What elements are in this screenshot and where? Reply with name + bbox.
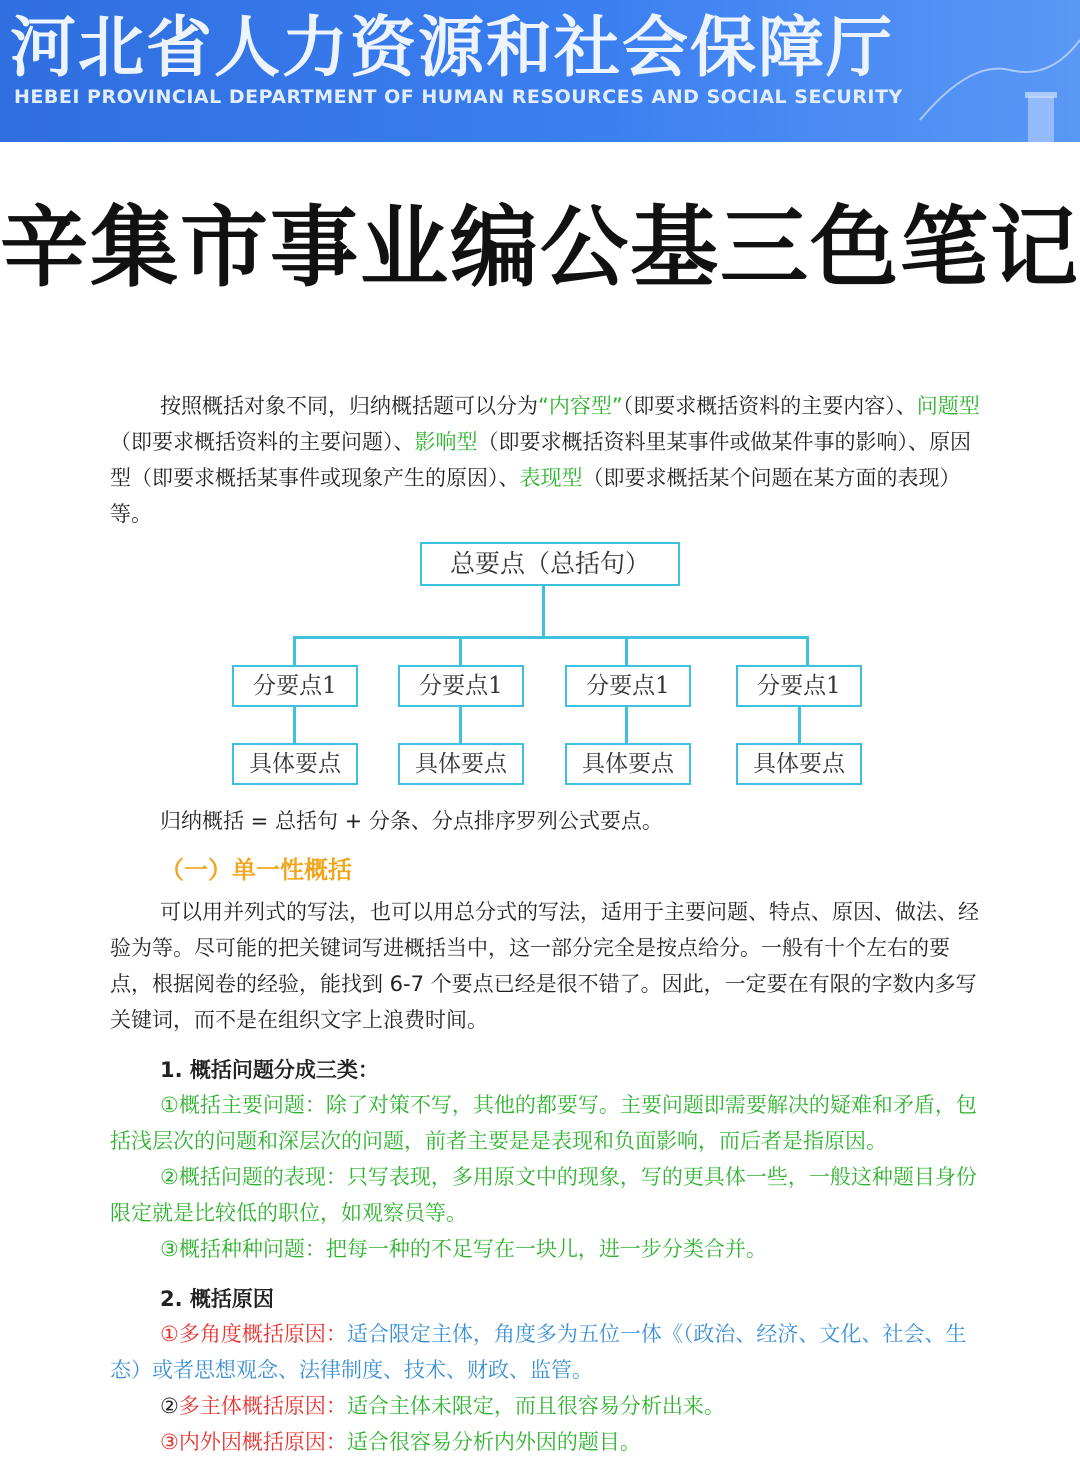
- list-item: [160, 1388, 1036, 1424]
- list-item-label: ①多角度概括原因：: [160, 1322, 347, 1346]
- connector: [293, 707, 296, 743]
- diagram-branch-node: 分要点1: [736, 665, 862, 707]
- list-item: [110, 1316, 986, 1388]
- intro-paragraph: [110, 388, 986, 532]
- diagram-root-node: 总要点（总括句）: [420, 542, 680, 586]
- diagram-detail-node: 具体要点: [736, 743, 862, 785]
- subsection-heading: 1. 概括问题分成三类：: [160, 1058, 379, 1082]
- intro-text-1: 按照概括对象不同，归纳概括题可以分为: [160, 394, 538, 418]
- connector: [459, 707, 462, 743]
- list-item-label: ③内外因概括原因：: [160, 1430, 347, 1454]
- list-item: ①概括主要问题：除了对策不写，其他的都要写。主要问题即需要解决的疑难和矛盾，包括浅层次的问题和深层次的问题，前者主要是是表现和负面影响，而后者是指原因。: [110, 1093, 977, 1153]
- diagram-detail-node: 具体要点: [232, 743, 358, 785]
- great-wall-decoration-icon: [880, 0, 1080, 142]
- connector: [625, 636, 628, 666]
- page-title: 辛集市事业编公基三色笔记: [0, 196, 1080, 299]
- diagram-detail-node: 具体要点: [398, 743, 524, 785]
- intro-text-3: （即要求概括资料的主要问题）、: [110, 430, 415, 454]
- connector: [806, 636, 809, 666]
- list-item-text: 适合主体未限定，而且很容易分析出来。: [346, 1394, 725, 1418]
- term-impact-type: 影响型: [414, 430, 478, 454]
- diagram-branch-node: 分要点1: [232, 665, 358, 707]
- intro-text-4: （即要求概括资料里某事件或做某件事的影响）、原因型（即要求概括某事件或现象产生的原因）、: [110, 430, 971, 490]
- list-item-label: 多主体概括原因：: [178, 1394, 347, 1418]
- term-show-type: 表现型: [519, 466, 583, 490]
- banner-title-cn: 河北省人力资源和社会保障厅: [10, 9, 894, 86]
- intro-text-5: （即要求概括某个问题在某方面的表现）等。: [110, 466, 961, 526]
- section-heading: （一）单一性概括: [160, 856, 352, 884]
- header-banner: [0, 0, 1080, 142]
- diagram-branch-node: 分要点1: [398, 665, 524, 707]
- intro-text-2: （即要求概括资料的主要内容）、: [622, 394, 917, 418]
- diagram-detail-node: 具体要点: [565, 743, 691, 785]
- connector: [293, 636, 296, 666]
- list-item-text: 适合限定主体，角度多为五位一体《（政治、经济、文化、社会、生态）或者思想观念、法律制度、技术、财政、监管。: [110, 1322, 967, 1382]
- section-body: 可以用并列式的写法，也可以用总分式的写法，适用于主要问题、特点、原因、做法、经验为等。尽可能的把关键词写进概括当中，这一部分完全是按点给分。一般有十个左右的要点，根据阅卷的经验，能找到 6-7 个要点已经是很不错了。因此，一定要在有限的字数内多写关键词，而不是在组织文字上浪费时间。: [110, 900, 979, 1032]
- connector: [542, 586, 545, 638]
- connector: [459, 636, 462, 666]
- list-item-text: 适合很容易分析内外因的题目。: [346, 1430, 641, 1454]
- connector: [798, 707, 801, 743]
- term-problem-type: 问题型: [916, 394, 980, 418]
- formula-text: 归纳概括 = 总括句 + 分条、分点排序罗列公式要点。: [160, 809, 663, 833]
- banner-title-en: HEBEI PROVINCIAL DEPARTMENT OF HUMAN RESOURCES AND SOCIAL SECURITY: [14, 86, 903, 108]
- diagram-branch-node: 分要点1: [565, 665, 691, 707]
- list-item: [160, 1424, 1036, 1460]
- list-item-number: ②: [160, 1394, 179, 1418]
- connector: [625, 707, 628, 743]
- term-content-type: “内容型”: [538, 394, 623, 418]
- subsection-heading: 2. 概括原因: [160, 1287, 274, 1311]
- list-item: ②概括问题的表现：只写表现，多用原文中的现象，写的更具体一些，一般这种题目身份限定就是比较低的职位，如观察员等。: [110, 1165, 977, 1225]
- connector: [293, 636, 809, 639]
- list-item: ③概括种种问题：把每一种的不足写在一块儿，进一步分类合并。: [160, 1237, 767, 1261]
